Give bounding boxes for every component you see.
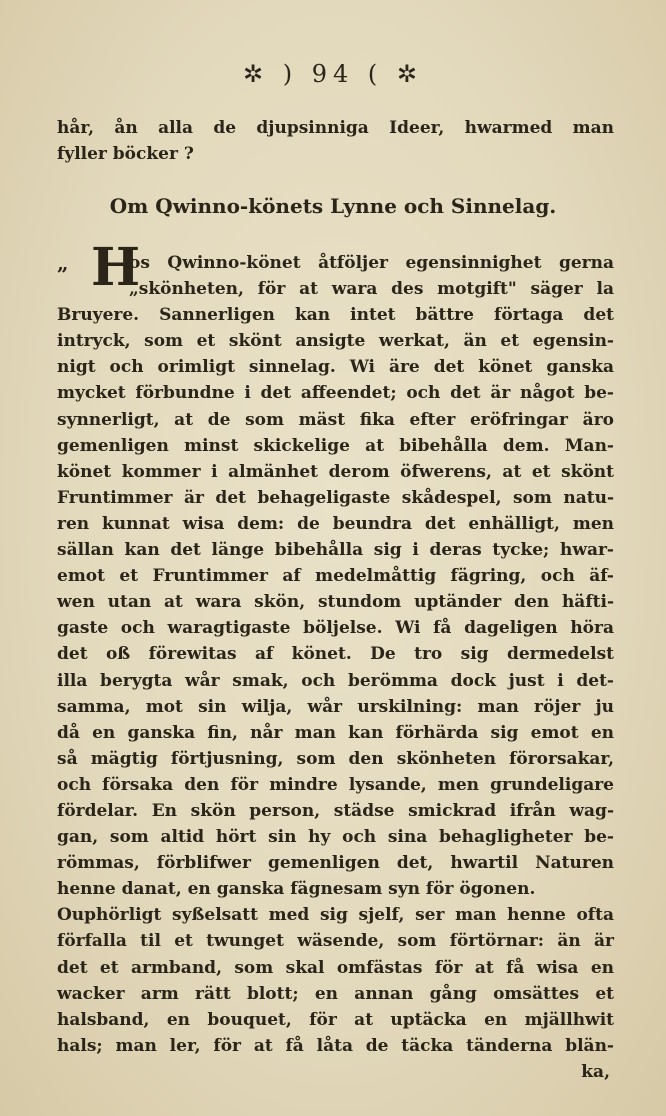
text-line: Ouphörligt syßelsatt med sig sjelf, ser man henne ofta <box>57 905 614 926</box>
text-line: wen utan at wara skön, stundom uptänder den häfti- <box>57 592 614 613</box>
text-line: römmas, förblifwer gemenligen det, hwartil Naturen <box>57 853 614 874</box>
text-line: så mägtig förtjusning, som den skönheten förorsakar, <box>57 748 614 769</box>
text-line: och försaka den för mindre lysande, men grundeligare <box>57 774 614 795</box>
text-line: intryck, som et skönt ansigte werkat, än et egensin- <box>57 331 614 352</box>
text-line: då en ganska fin, når man kan förhärda sig emot en <box>57 722 614 743</box>
opening-quote: „ <box>57 251 69 275</box>
text-line: fyller böcker ? <box>57 144 194 165</box>
text-line: nigt och orimligt sinnelag. Wi äre det könet ganska <box>57 357 614 378</box>
text-line: os Qwinno-könet åtföljer egensinnighet gerna <box>129 253 614 273</box>
carryover-text <box>57 115 614 167</box>
text-line: ren kunnat wisa dem: de beundra det enhälligt, men <box>57 513 614 534</box>
text-line: sällan kan det länge bibehålla sig i deras tycke; hwar- <box>57 540 614 561</box>
catchword: ka, <box>581 1062 610 1082</box>
text-line: halsband, en bouquet, för at uptäcka en mjällhwit <box>57 1009 614 1030</box>
text-line: förfalla til et twunget wäsende, som förtörnar: än är <box>57 931 614 952</box>
text-line: „skönheten, för at wara des motgift" säger la <box>129 279 614 300</box>
text-line: könet kommer i almänhet derom öfwerens, at et skönt <box>57 461 614 482</box>
section-heading: Om Qwinno-könets Lynne och Sinnelag. <box>109 194 557 218</box>
text-line: hår, ån alla de djupsinniga Ideer, hwarmed man <box>57 118 614 138</box>
text-line: Bruyere. Sannerligen kan intet bättre förtaga det <box>57 305 614 326</box>
text-line: illa berygta wår smak, och berömma dock just i det- <box>57 670 614 691</box>
text-line: det et armband, som skal omfästas för at få wisa en <box>57 957 614 978</box>
text-line: gaste och waragtigaste böljelse. Wi få dageligen höra <box>57 618 614 639</box>
text-line: fördelar. En skön person, städse smickrad ifrån wag- <box>57 800 614 821</box>
body-text <box>57 237 614 1059</box>
text-line: synnerligt, at de som mäst fika efter eröfringar äro <box>57 409 614 430</box>
text-line: hals; man ler, för at få låta de täcka tänderna blän- <box>57 1035 614 1056</box>
text-line: samma, mot sin wilja, wår urskilning: man röjer ju <box>57 696 614 717</box>
text-line: det oß förewitas af könet. De tro sig dermedelst <box>57 644 614 665</box>
text-line: gemenligen minst skickelige at bibehålla dem. Man- <box>57 435 614 456</box>
text-line: henne danat, en ganska fägnesam syn för ögonen. <box>57 879 536 900</box>
text-line: emot et Fruntimmer af medelmåttig fägring, och äf- <box>57 566 614 587</box>
text-line: Fruntimmer är det behageligaste skådespel, som natu- <box>57 487 614 508</box>
text-line: wacker arm rätt blott; en annan gång omsättes et <box>57 983 614 1004</box>
drop-cap: H <box>91 237 141 298</box>
running-head-page-number: ✲ ) 94 ( ✲ <box>243 60 423 88</box>
text-line: mycket förbundne i det affeendet; och det är något be- <box>57 383 614 404</box>
text-line: gan, som altid hört sin hy och sina behagligheter be- <box>57 827 614 848</box>
